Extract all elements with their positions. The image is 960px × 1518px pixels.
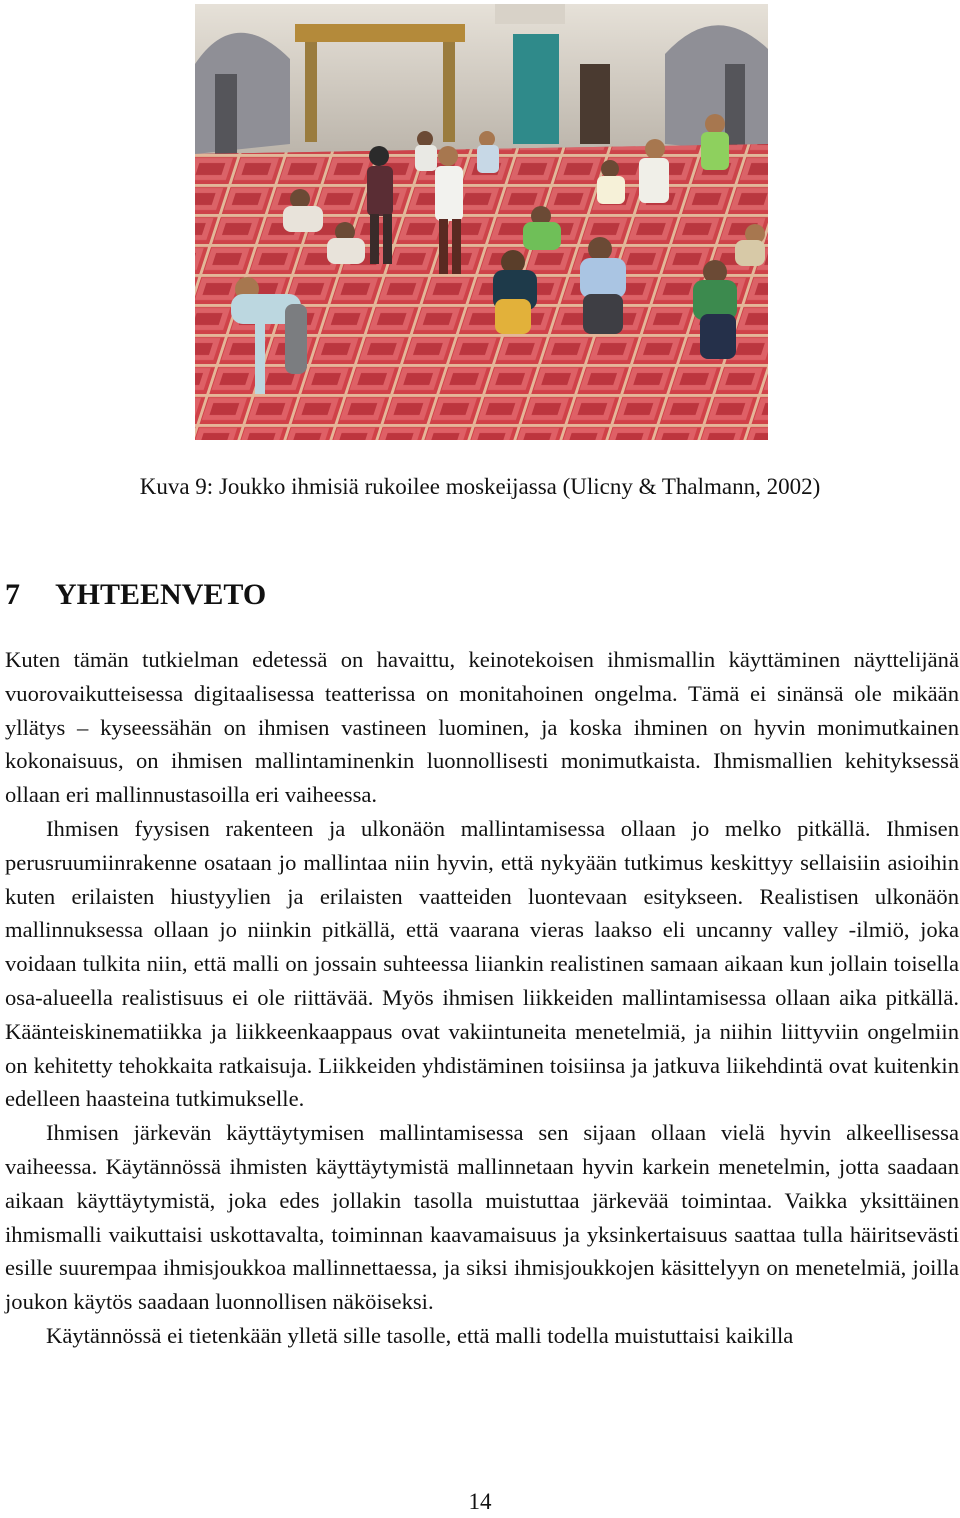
body-text (5, 643, 959, 1353)
paragraph-2: Ihmisen fyysisen rakenteen ja ulkonäön mallintamisessa ollaan jo melko pitkällä. Ihmisen perusruumiinrakenne osataan jo mallintaa niin hyvin, että nykyään tutkimus keskittyy sellaisiin asioihin kuten erilaisten hiustyylien ja erilaisten vaatteiden luontevaan esitykseen. Realistisen ulkonäön mallinnuksessa ollaan jo niinkin pitkällä, että vaarana vieras laakso eli uncanny valley -ilmiö, joka voidaan tulkita niin, että malli on jossain suhteessa liiankin realistinen samaan aikaan kun jollain toisella osa-alueella realistisuus ei ole riittävää. Myös ihmisen liikkeiden mallintamisessa ollaan aika pitkällä. Käänteiskinematiikka ja liikkeenkaappaus ovat vakiintuneita menetelmiä, ja niihin liittyviin ongelmiin on kehitetty tehokkaita ratkaisuja. Liikkeiden yhdistäminen toisiinsa ja jatkuva liikehdintä ovat kuitenkin edelleen haasteina tutkimukselle. (5, 815, 959, 1112)
figure-mosque-crowd-image (195, 4, 768, 440)
paragraph-1: Kuten tämän tutkielman edetessä on havaittu, keinotekoisen ihmismallin käyttäminen näyttelijänä vuorovaikutteisessa digitaalisessa teatterissa on monitahoinen ongelma. Tämä ei sinänsä ole mikään yllätys – kyseessähän on ihmisen vastineen luominen, ja koska ihminen on hyvin monimutkainen kokonaisuus, on ihmisen mallintaminenkin luonnollisesti monimutkaista. Ihmismallien kehityksessä ollaan eri mallinnustasoilla eri vaiheessa. (5, 647, 959, 808)
mosque-render-illustration (195, 4, 768, 440)
section-title-text: YHTEENVETO (55, 578, 267, 611)
section-heading (5, 575, 266, 615)
figure-caption: Kuva 9: Joukko ihmisiä rukoilee moskeijassa (Ulicny & Thalmann, 2002) (139, 474, 821, 499)
section-number: 7 (5, 578, 20, 611)
paragraph-4: Käytännössä ei tietenkään ylletä sille tasolle, että malli todella muistuttaisi kaikilla (46, 1322, 794, 1348)
page-number: 14 (468, 1489, 492, 1514)
paragraph-3: Ihmisen järkevän käyttäytymisen mallintamisessa sen sijaan ollaan vielä hyvin alkeellisessa vaiheessa. Käytännössä ihmisten käyttäytymistä mallinnetaan hyvin karkein menetelmin, jotta saadaan aikaan käyttäytymistä, joka edes jollakin tasolla muistuttaa järkevää toimintaa. Vaikka yksittäinen ihmismalli vaikuttaisi uskottavalta, toiminnan kaavamaisuus ja yksinkertaisuus saattaa tulla häiritsevästi esille suurempaa ihmisjoukkoa mallinnettaessa, ja siksi ihmisjoukkojen käsittelyyn on menetelmiä, joilla joukon käytös saadaan luonnollisen näköiseksi. (5, 1120, 959, 1315)
